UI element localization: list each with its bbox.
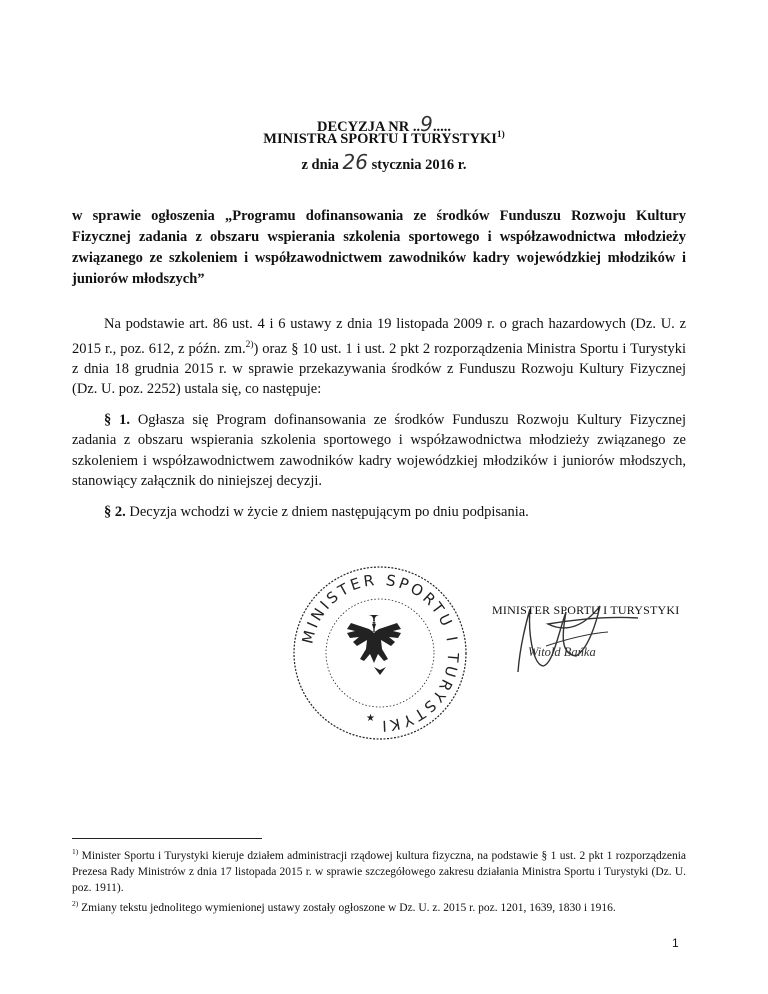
authority-text: MINISTRA SPORTU I TURYSTYKI	[263, 130, 497, 147]
footnote-1-mark: 1)	[72, 847, 79, 856]
footnote-2-text: Zmiany tekstu jednolitego wymienionej ustawy zostały ogłoszone w Dz. U. z. 2015 r. poz. 1201, 1639, 1830 i 1916.	[81, 901, 616, 914]
section-2	[72, 502, 686, 523]
section-1-number: § 1.	[104, 411, 130, 428]
signatory-name: Witold Bańka	[528, 645, 596, 659]
preamble-part1: Na podstawie art. 86 ust. 4 i 6 ustawy z dnia 19 listopada 2009 r. o grach hazardowych (Dz. U. z 2015 r., poz. 612, z późn. zm.	[72, 316, 686, 357]
official-stamp	[290, 563, 470, 743]
preamble	[72, 314, 686, 400]
section-2-number: § 2.	[104, 503, 126, 520]
preamble-footnote-ref: 2)	[245, 339, 254, 350]
section-2-text: Decyzja wchodzi w życie z dniem następującym po dniu podpisania.	[129, 503, 529, 520]
decision-number-handwritten: 9	[420, 112, 433, 136]
decision-date	[0, 150, 768, 174]
stamp-text: MINISTER SPORTU I TURYSTYKI	[298, 570, 463, 736]
authority-footnote-ref: 1)	[496, 130, 505, 140]
footnote-divider	[72, 838, 262, 839]
issuing-authority	[0, 130, 768, 148]
stamp-star-icon: ★	[366, 713, 375, 724]
eagle-emblem-icon	[347, 615, 401, 675]
date-prefix: z dnia	[301, 157, 339, 173]
decision-prefix: DECYZJA NR ..	[317, 119, 421, 135]
decision-body	[72, 314, 686, 522]
footnote-1-text: Minister Sportu i Turystyki kieruje działem administracji rządowej kultura fizyczna, na podstawie § 1 ust. 2 pkt 1 rozporządzenia Prezesa Rady Ministrów z dnia 17 listopada 2015 r. w sprawie szczegółowego zakresu działania Ministra Sportu i Turystyki (Dz. U. poz. 1911).	[72, 849, 687, 894]
footnote-2-mark: 2)	[72, 898, 79, 908]
footnote-2	[72, 896, 686, 916]
signatory-title: MINISTER SPORTU I TURYSTYKI	[492, 603, 680, 617]
section-1	[72, 410, 686, 492]
date-rest: stycznia 2016 r.	[371, 157, 467, 173]
preamble-part2: ) oraz § 10 ust. 1 i ust. 2 pkt 2 rozporządzenia Ministra Sportu i Turystyki z dnia 18 grudnia 2015 r. w sprawie przekazywania środków z Funduszu Rozwoju Kultury Fizycznej (Dz. U. poz. 2252) ustala się, co następuje:	[72, 340, 686, 398]
date-day-handwritten: 26	[342, 150, 368, 174]
footnote-1	[72, 844, 686, 896]
decision-subject: w sprawie ogłoszenia „Programu dofinansowania ze środków Funduszu Rozwoju Kultury Fizycznej zadania z obszaru wspierania szkolenia sportowego i współzawodnictwa młodzieży związanego ze szkoleniem i współzawodnictwem zawodników kadry wojewódzkiej młodzików i juniorów młodszych”	[72, 208, 686, 287]
section-1-text: Ogłasza się Program dofinansowania ze środków Funduszu Rozwoju Kultury Fizycznej zadania z obszaru wspierania szkolenia sportowego i współzawodnictwa młodzieży związanego ze szkoleniem i współzawodnictwem zawodników kadry wojewódzkiej młodzików i juniorów młodszych, stanowiący załącznik do niniejszej decyzji.	[72, 411, 686, 490]
decision-suffix: .....	[432, 119, 451, 135]
page-number: 1	[672, 936, 679, 950]
footnotes	[72, 844, 686, 916]
